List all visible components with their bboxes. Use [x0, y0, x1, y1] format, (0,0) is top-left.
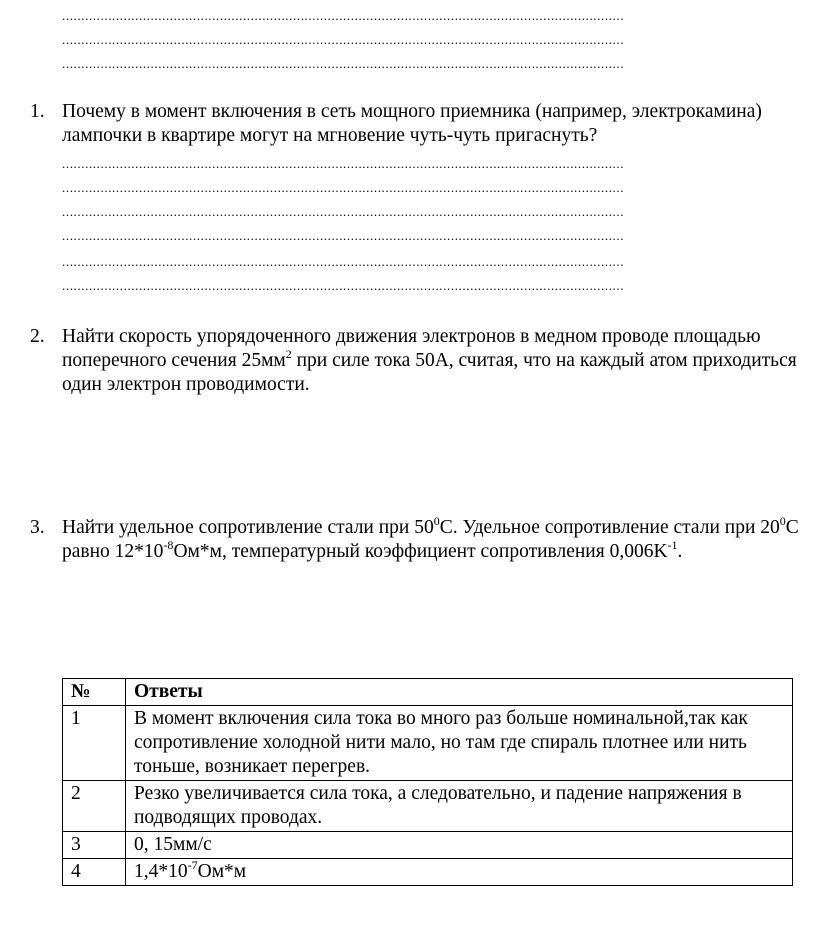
answer-line: .................................................................................................................................................. — [62, 32, 625, 47]
question-text: Почему в момент включения в сеть мощного приемника (например, электрокамина) лампочки в квартире могут на мгновение чуть-чуть пригаснуть? — [62, 101, 762, 146]
row-answer: $1,4*10^{-7}Ом*м$ — [126, 859, 793, 886]
row-answer: Резко увеличивается сила тока, а следовательно, и падение напряжения в подводящих проводах. — [126, 781, 793, 832]
question-2 — [30, 325, 800, 397]
table-row — [63, 859, 793, 886]
row-answer: В момент включения сила тока во много раз больше номинальной,так как сопротивление холодной нити мало, но там где спираль плотнее или нить тоньше, возникает перегрев. — [126, 706, 793, 781]
answer-line: .................................................................................................................................................. — [62, 254, 625, 269]
answer-line: .................................................................................................................................................. — [62, 278, 625, 293]
table-header-row — [63, 679, 793, 706]
table-row — [63, 832, 793, 859]
row-number: 2 — [63, 781, 126, 832]
answer-line: .................................................................................................................................................. — [62, 180, 625, 195]
question-number: 1. — [30, 101, 45, 122]
row-number: 1 — [63, 706, 126, 781]
answer-line: .................................................................................................................................................. — [62, 228, 625, 243]
row-answer: 0, 15мм/с — [126, 832, 793, 859]
answer-line: .................................................................................................................................................. — [62, 204, 625, 219]
answer-line: .................................................................................................................................................. — [62, 8, 625, 23]
header-answers: Ответы — [126, 679, 793, 706]
row-number: 3 — [63, 832, 126, 859]
answers-table — [62, 678, 793, 886]
table-row — [63, 706, 793, 781]
question-3 — [30, 516, 800, 564]
question-number: 3. — [30, 517, 45, 538]
question-text: Найти скорость упорядоченного движения электронов в медном проводе площадью поперечного сечения $25мм^2$ при силе тока 50А, считая, что на каждый атом приходиться один электрон проводимости. — [62, 326, 797, 395]
table-row — [63, 781, 793, 832]
answer-line: .................................................................................................................................................. — [62, 156, 625, 171]
question-text: Найти удельное сопротивление стали при $50^0С$. Удельное сопротивление стали при $20^0С$ равно $12*10^{-8}Ом*м$, температурный коэффициент сопротивления $0,006K^{-1}$. — [62, 514, 799, 562]
question-1 — [30, 100, 800, 148]
question-number: 2. — [30, 326, 45, 347]
row-number: 4 — [63, 859, 126, 886]
header-number: № — [63, 679, 126, 706]
answer-line: .................................................................................................................................................. — [62, 56, 625, 71]
